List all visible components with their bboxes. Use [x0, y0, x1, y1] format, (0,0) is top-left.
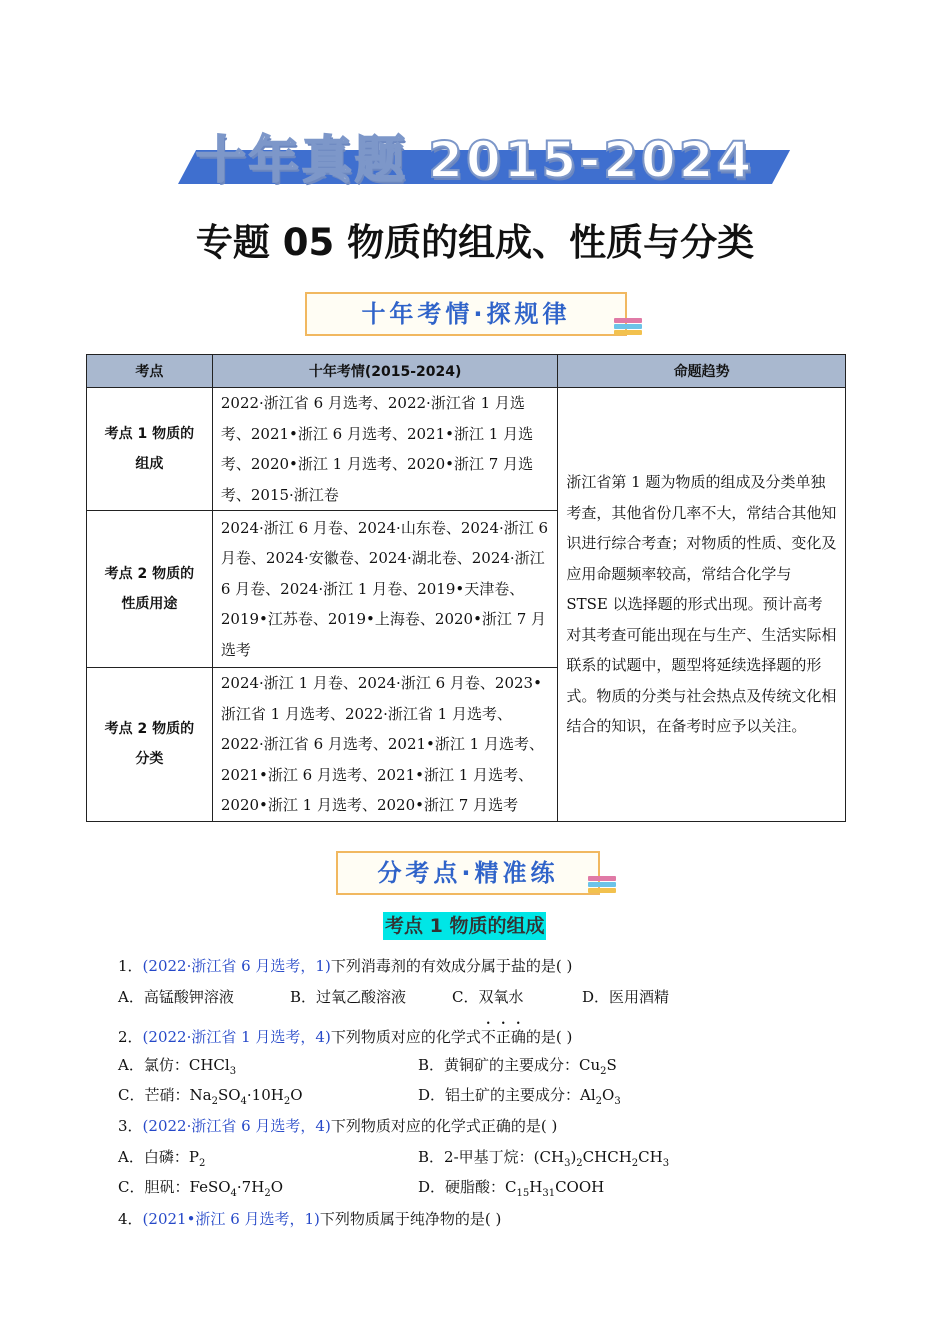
books-icon: [614, 318, 644, 340]
section-badge-trends: 十年考情·探规律: [305, 292, 627, 336]
option-label: C．胆矾：: [118, 1178, 190, 1196]
question-stem: 下列物质属于纯净物的是( ): [319, 1210, 502, 1228]
question-source: (2022·浙江省 1 月选考，4): [142, 1028, 331, 1046]
table-row: [87, 388, 846, 511]
emphasized-text: 不正确: [480, 1028, 526, 1046]
option-d: D．硬脂酸：$C_{15}H_{31}COOH$: [418, 1178, 605, 1199]
question-stem-end: 的是( ): [525, 1028, 573, 1046]
option-a: A．氯仿：CHCl$_3$: [118, 1056, 237, 1077]
subsection-heading: 考点 1 物质的组成: [383, 912, 546, 940]
option-b: B．过氧乙酸溶液: [290, 988, 407, 1006]
question-number: 2．: [118, 1028, 143, 1046]
question-stem: 下列消毒剂的有效成分属于盐的是( ): [330, 957, 573, 975]
option-label: C．芒硝：: [118, 1086, 190, 1104]
banner: [178, 120, 772, 189]
question-1: [118, 955, 572, 976]
trend-cell: 浙江省第 1 题为物质的组成及分类单独考查，其他省份几率不大，常结合其他知识进行综合考查；对物质的性质、变化及应用命题频率较高，常结合化学与 STSE 以选择题的形式出现。预计高考对其考查可能出现在与生产、生活实际相联系的试题中，题型将延续选择题的形式。物质的分类与社会热点及传统文化相结合的知识，在备考时应予以关注。: [558, 388, 846, 822]
option-label: A．氯仿：: [118, 1056, 189, 1074]
table-header-row: [87, 355, 846, 388]
question-number: 3．: [118, 1117, 143, 1135]
question-stem: 下列物质对应的化学式正确的是( ): [330, 1117, 558, 1135]
option-d: D．铝土矿的主要成分：$Al_2O_3$: [418, 1086, 621, 1107]
question-3: [118, 1115, 557, 1136]
header-trend: 命题趋势: [558, 355, 846, 388]
question-4: [118, 1208, 501, 1229]
section-badge-practice: 分考点·精准练: [336, 851, 600, 895]
header-point: 考点: [87, 355, 213, 388]
header-exams: 十年考情(2015-2024): [212, 355, 558, 388]
option-b: B．2-甲基丁烷：$(CH_3)_2CHCH_2CH_3$: [418, 1148, 670, 1169]
question-number: 1．: [118, 957, 143, 975]
question-source: (2022·浙江省 6 月选考，1): [142, 957, 331, 975]
option-label: D．硬脂酸：: [418, 1178, 506, 1196]
question-source: (2022·浙江省 6 月选考，4): [142, 1117, 331, 1135]
question-stem: 下列物质对应的化学式: [330, 1028, 481, 1046]
option-c: C．双氧水: [452, 988, 524, 1006]
question-source: (2021•浙江 6 月选考，1): [142, 1210, 320, 1228]
point-cell: 考点 2 物质的分类: [87, 668, 213, 822]
option-c: C．胆矾：$FeSO_4\cdot 7H_2O$: [118, 1178, 283, 1199]
question-number: 4．: [118, 1210, 143, 1228]
option-d: D．医用酒精: [582, 988, 670, 1006]
point-cell: 考点 1 物质的组成: [87, 388, 213, 511]
option-a: A．白磷：$P_2$: [118, 1148, 206, 1169]
exams-cell: 2024·浙江 6 月卷、2024·山东卷、2024·浙江 6 月卷、2024·安徽卷、2024·湖北卷、2024·浙江 6 月卷、2024·浙江 1 月卷、2019•天津卷、2019•江苏卷、2019•上海卷、2020•浙江 7 月选考: [212, 511, 558, 668]
option-label: B．2-甲基丁烷：: [418, 1148, 534, 1166]
option-label: D．铝土矿的主要成分：: [418, 1086, 581, 1104]
exams-cell: 2024·浙江 1 月卷、2024·浙江 6 月卷、2023•浙江省 1 月选考、2022·浙江省 1 月选考、2022·浙江省 6 月选考、2021•浙江 1 月选考、2021•浙江 6 月选考、2021•浙江 1 月选考、2020•浙江 1 月选考、2020•浙江 7 月选考: [212, 668, 558, 822]
point-cell: 考点 2 物质的性质用途: [87, 511, 213, 668]
exam-matrix-table: [86, 354, 846, 822]
option-b: B．黄铜矿的主要成分：$Cu_2S$: [418, 1056, 617, 1077]
books-icon: [588, 876, 618, 898]
option-a: A．高锰酸钾溶液: [118, 988, 234, 1006]
banner-text: 十年真题 2015-2024: [195, 131, 755, 189]
question-2: [118, 1019, 572, 1047]
option-label: A．白磷：: [118, 1148, 189, 1166]
option-c: C．芒硝：$Na_2SO_4\cdot 10H_2O$: [118, 1086, 303, 1107]
option-label: B．黄铜矿的主要成分：: [418, 1056, 580, 1074]
page-title: 专题 05 物质的组成、性质与分类: [195, 221, 755, 264]
exams-cell: 2022·浙江省 6 月选考、2022·浙江省 1 月选考、2021•浙江 6 月选考、2021•浙江 1 月选考、2020•浙江 1 月选考、2020•浙江 7 月选考、2015·浙江卷: [212, 388, 558, 511]
